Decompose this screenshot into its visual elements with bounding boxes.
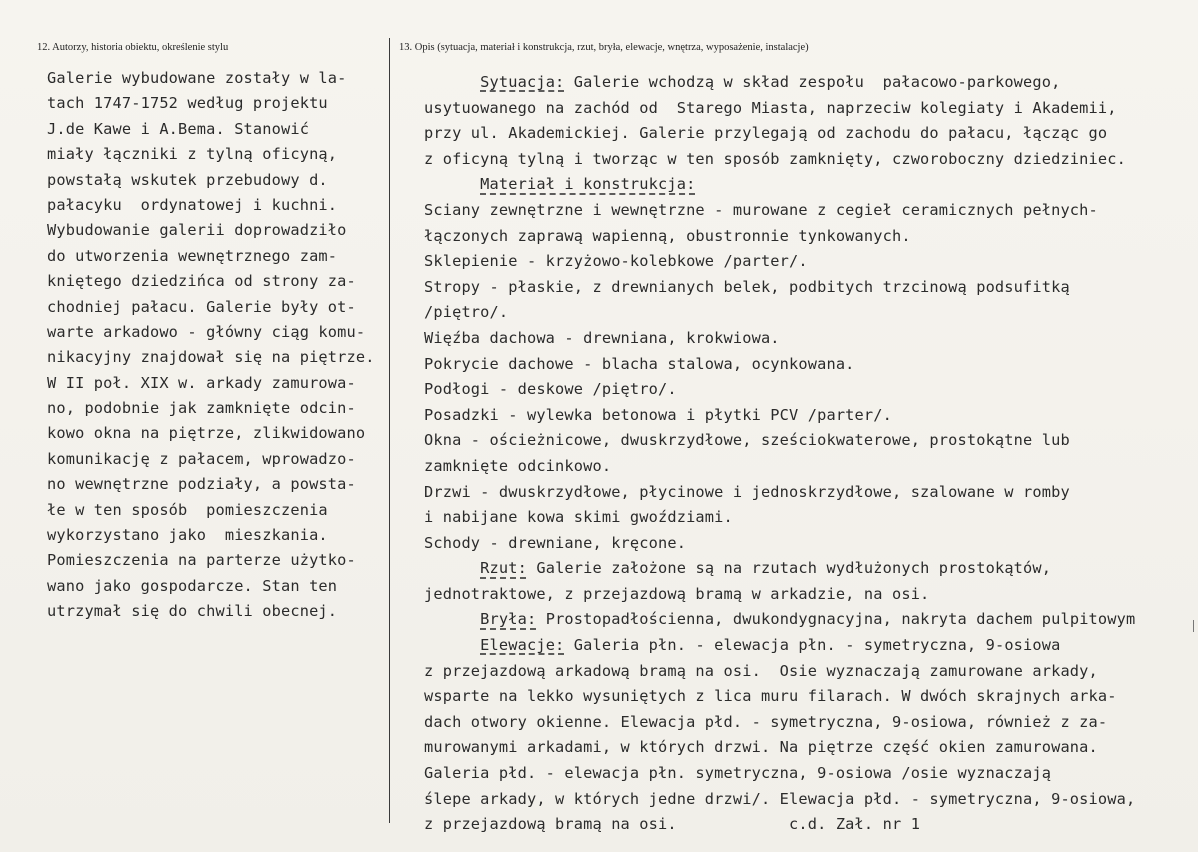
description-line xyxy=(424,607,1135,633)
description-line xyxy=(424,480,1135,506)
description-text: Sklepienie - krzyżowo-kolebkowe /parter/. xyxy=(424,252,808,271)
right-edge-mark xyxy=(1193,620,1194,632)
description-text: Podłogi - deskowe /piętro/. xyxy=(424,380,677,399)
description-text: Galeria płn. - elewacja płn. - symetryczna, 9-osiowa xyxy=(564,636,1061,655)
history-line: powstałą wskutek przebudowy d. xyxy=(47,170,328,189)
history-line: Wybudowanie galerii doprowadziło xyxy=(47,221,347,240)
history-line: chodniej pałacu. Galerie były ot- xyxy=(47,297,356,316)
description-line xyxy=(424,300,1135,326)
description-text: Posadzki - wylewka betonowa i płytki PCV /parter/. xyxy=(424,405,892,424)
description-line xyxy=(424,710,1135,736)
description-text: z oficyną tylną i tworząc w ten sposób zamknięty, czworoboczny dziedziniec. xyxy=(424,149,1126,168)
section-label: Elewacje: xyxy=(480,636,565,655)
description-text: Stropy - płaskie, z drewnianych belek, podbitych trzcinową podsufitką xyxy=(424,277,1070,296)
description-line xyxy=(424,198,1135,224)
description-line xyxy=(424,249,1135,275)
history-line: komunikację z pałacem, wprowadzo- xyxy=(47,449,356,468)
history-line: warte arkadowo - główny ciąg komu- xyxy=(47,322,366,341)
header-authors-history: 12. Autorzy, historia obiektu, określenie stylu xyxy=(37,42,229,53)
description-line xyxy=(424,505,1135,531)
description-text: zamknięte odcinkowo. xyxy=(424,456,612,475)
description-line xyxy=(424,735,1135,761)
description-text: łączonych zaprawą wapienną, obustronnie tynkowanych. xyxy=(424,226,911,245)
description-line xyxy=(424,761,1135,787)
description-text: wsparte na lekko wysuniętych z lica muru filarach. W dwóch skrajnych arka- xyxy=(424,687,1117,706)
description-line xyxy=(424,121,1135,147)
description-line xyxy=(424,556,1135,582)
description-line xyxy=(424,428,1135,454)
description-text: Sciany zewnętrzne i wewnętrzne - murowane z cegieł ceramicznych pełnych- xyxy=(424,200,1098,219)
description-text: murowanymi arkadami, w których drzwi. Na piętrze część okien zamurowana. xyxy=(424,738,1098,757)
description-text: Galerie wchodzą w skład zespołu pałacowo-parkowego, xyxy=(564,73,1061,91)
description-text: przy ul. Akademickiej. Galerie przylegają od zachodu do pałacu, łącząc go xyxy=(424,124,1108,143)
description-line xyxy=(424,224,1135,250)
history-line: wano jako gospodarcze. Stan ten xyxy=(47,576,338,595)
description-text: usytuowanego na zachód od Starego Miasta, naprzeciw kolegiaty i Akademii, xyxy=(424,98,1117,117)
description-text: dach otwory okienne. Elewacja płd. - symetryczna, 9-osiowa, również z za- xyxy=(424,712,1108,731)
description-text: Galeria płd. - elewacja płn. symetryczna, 9-osiowa /osie wyznaczają xyxy=(424,764,1052,783)
description-line xyxy=(424,633,1135,659)
description-text: jednotraktowe, z przejazdową bramą w arkadzie, na osi. xyxy=(424,584,930,603)
description-text: z przejazdową arkadową bramą na osi. Osie wyznaczają zamurowane arkady, xyxy=(424,661,1098,680)
history-line: Galerie wybudowane zostały w la- xyxy=(47,69,347,87)
history-line: J.de Kawe i A.Bema. Stanowić xyxy=(47,119,310,138)
description-line xyxy=(424,326,1135,352)
history-line: do utworzenia wewnętrznego zam- xyxy=(47,246,338,265)
history-line: no, podobnie jak zamknięte odcin- xyxy=(47,399,356,418)
history-line: kniętego dziedzińca od strony za- xyxy=(47,272,356,291)
description-line xyxy=(424,812,1135,838)
header-description: 13. Opis (sytuacja, materiał i konstrukcja, rzut, bryła, elewacje, wnętrza, wyposażenie, instalacje) xyxy=(399,42,809,53)
history-line: no wewnętrzne podziały, a powsta- xyxy=(47,475,356,494)
history-line: tach 1747-1752 według projektu xyxy=(47,94,328,113)
description-line xyxy=(424,454,1135,480)
history-line: pałacyku ordynatowej i kuchni. xyxy=(47,195,338,214)
description-line xyxy=(424,377,1135,403)
description-line xyxy=(424,147,1135,173)
description-line xyxy=(424,684,1135,710)
section-label: Rzut: xyxy=(480,559,527,578)
description-line xyxy=(424,275,1135,301)
section-label: Materiał i konstrukcja: xyxy=(480,175,696,194)
description-line xyxy=(424,531,1135,557)
description-line xyxy=(424,787,1135,813)
section-label: Bryła: xyxy=(480,610,537,629)
description-line xyxy=(424,582,1135,608)
description-text: z przejazdową bramą na osi. c.d. Zał. nr 1 xyxy=(424,815,921,834)
history-line: kowo okna na piętrze, zlikwidowano xyxy=(47,424,366,443)
description-line xyxy=(424,352,1135,378)
description-text: Schody - drewniane, kręcone. xyxy=(424,533,687,552)
history-line: miały łączniki z tylną oficyną, xyxy=(47,145,338,164)
description-text: ślepe arkady, w których jedne drzwi/. Elewacja płd. - symetryczna, 9-osiowa, xyxy=(424,789,1136,808)
description-line xyxy=(424,70,1135,96)
description-line xyxy=(424,403,1135,429)
description-text: Więźba dachowa - drewniana, krokwiowa. xyxy=(424,328,780,347)
description-text: Okna - ościeżnicowe, dwuskrzydłowe, sześciokwaterowe, prostokątne lub xyxy=(424,431,1070,450)
section-label: Sytuacja: xyxy=(480,73,565,91)
history-text-column xyxy=(47,66,375,625)
description-text: /piętro/. xyxy=(424,303,509,322)
description-line xyxy=(424,172,1135,198)
history-line: nikacyjny znajdował się na piętrze. xyxy=(47,348,375,367)
description-text-column xyxy=(424,70,1135,838)
description-text: Prostopadłościenna, dwukondygnacyjna, nakryta dachem pulpitowym xyxy=(536,610,1136,629)
column-divider xyxy=(389,38,390,823)
history-line: łe w ten sposób pomieszczenia xyxy=(47,500,328,519)
description-text: Pokrycie dachowe - blacha stalowa, ocynkowana. xyxy=(424,354,855,373)
description-text: Galerie założone są na rzutach wydłużonych prostokątów, xyxy=(526,559,1052,578)
description-line xyxy=(424,659,1135,685)
history-line: W II poł. XIX w. arkady zamurowa- xyxy=(47,373,356,392)
description-text: i nabijane kowa skimi gwoździami. xyxy=(424,508,733,527)
history-line: utrzymał się do chwili obecnej. xyxy=(47,602,338,621)
description-text: Drzwi - dwuskrzydłowe, płycinowe i jednoskrzydłowe, szalowane w romby xyxy=(424,482,1070,501)
history-line: wykorzystano jako mieszkania. xyxy=(47,526,328,545)
description-line xyxy=(424,96,1135,122)
history-line: Pomieszczenia na parterze użytko- xyxy=(47,551,356,570)
